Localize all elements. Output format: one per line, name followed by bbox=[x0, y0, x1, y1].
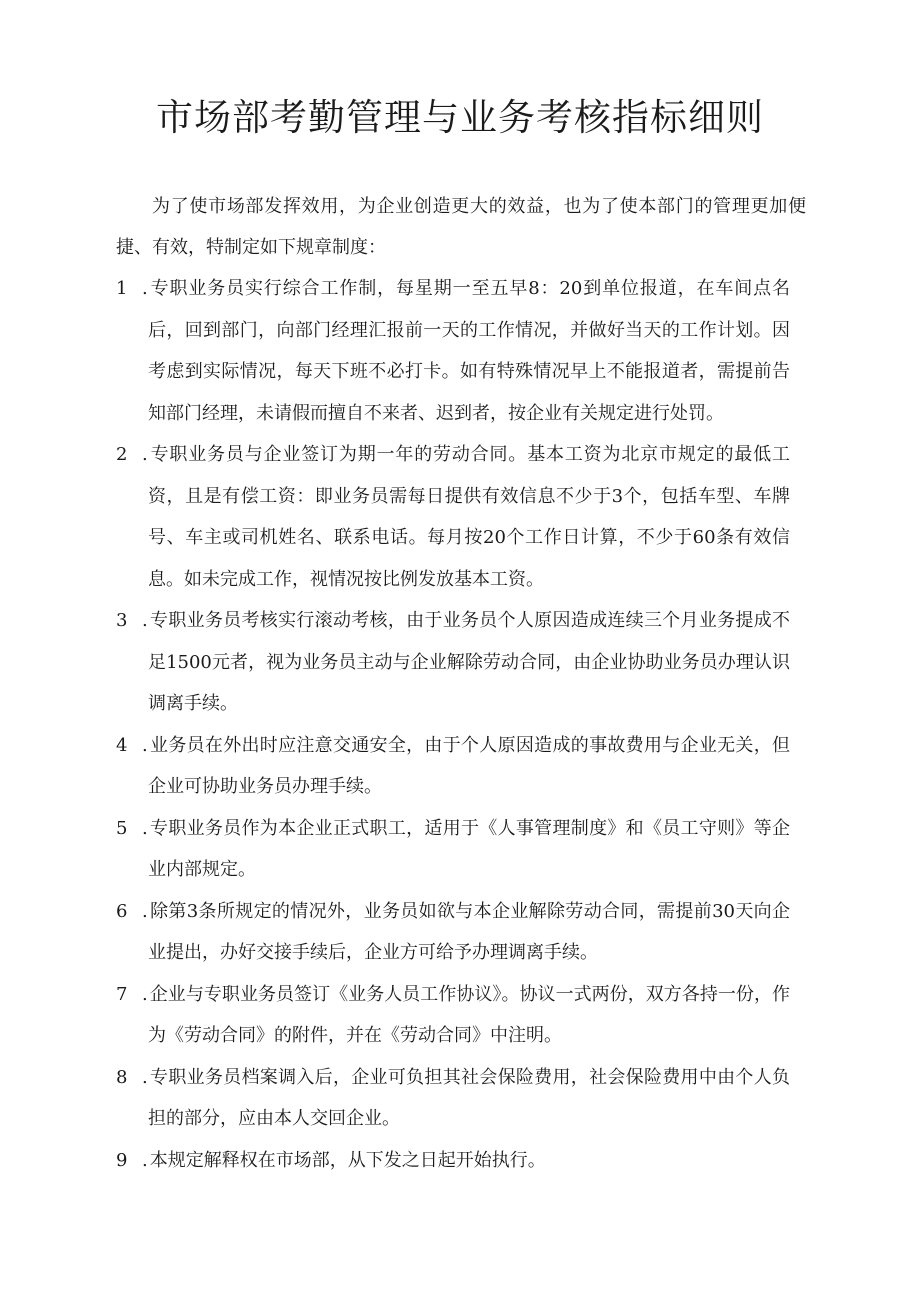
clause-text: . 专职业务员作为本企业正式职工，适用于《人事管理制度》和《员工守则》等企业内部规定。 bbox=[148, 808, 790, 891]
clause-item bbox=[0, 268, 920, 434]
clause-text: . 专职业务员考核实行滚动考核，由于业务员个人原因造成连续三个月业务提成不足1500元者，视为业务员主动与企业解除劳动合同，由企业协助业务员办理认识调离手续。 bbox=[148, 600, 790, 725]
clause-text: . 业务员在外出时应注意交通安全，由于个人原因造成的事故费用与企业无关，但企业可协助业务员办理手续。 bbox=[148, 725, 790, 808]
clause-text: . 除第3条所规定的情况外，业务员如欲与本企业解除劳动合同，需提前30天向企业提出，办好交接手续后，企业方可给予办理调离手续。 bbox=[148, 891, 790, 974]
clause-text: . 本规定解释权在市场部，从下发之日起开始执行。 bbox=[148, 1140, 790, 1182]
clause-list bbox=[0, 268, 920, 1181]
clause-item bbox=[0, 808, 920, 891]
clause-text: . 专职业务员实行综合工作制，每星期一至五早8：20到单位报道，在车间点名后，回到部门，向部门经理汇报前一天的工作情况，并做好当天的工作计划。因考虑到实际情况，每天下班不必打卡。如有特殊情况早上不能报道者，需提前告知部门经理，未请假而擅自不来者、迟到者，按企业有关规定进行处罚。 bbox=[148, 268, 790, 434]
clause-item bbox=[0, 974, 920, 1057]
clause-item bbox=[0, 1057, 920, 1140]
clause-number: 7 bbox=[116, 983, 128, 1005]
clause-text: . 专职业务员与企业签订为期一年的劳动合同。基本工资为北京市规定的最低工资，且是有偿工资：即业务员需每日提供有效信息不少于3个，包括车型、车牌号、车主或司机姓名、联系电话。每月按20个工作日计算，不少于60条有效信息。如未完成工作，视情况按比例发放基本工资。 bbox=[148, 434, 790, 600]
clause-item bbox=[0, 1140, 920, 1182]
clause-item bbox=[0, 600, 920, 725]
clause-item bbox=[0, 434, 920, 600]
document-title: 市场部考勤管理与业务考核指标细则 bbox=[156, 96, 764, 139]
clause-number: 1 bbox=[116, 278, 128, 299]
clause-number: 6 bbox=[116, 900, 128, 922]
clause-number: 2 bbox=[116, 444, 128, 465]
clause-item bbox=[0, 725, 920, 808]
clause-text: . 企业与专职业务员签订《业务人员工作协议》。协议一式两份，双方各持一份，作为《劳动合同》的附件，并在《劳动合同》中注明。 bbox=[148, 974, 790, 1057]
intro-paragraph: 为了使市场部发挥效用，为企业创造更大的效益，也为了使本部门的管理更加便捷、有效，特制定如下规章制度： bbox=[116, 196, 806, 258]
clause-number: 3 bbox=[116, 610, 128, 631]
clause-number: 5 bbox=[116, 817, 128, 839]
clause-text: . 专职业务员档案调入后，企业可负担其社会保险费用，社会保险费用中由个人负担的部分，应由本人交回企业。 bbox=[148, 1057, 790, 1140]
clause-number: 9 bbox=[116, 1149, 128, 1171]
clause-number: 8 bbox=[116, 1066, 128, 1088]
clause-number: 4 bbox=[116, 734, 128, 756]
clause-item bbox=[0, 891, 920, 974]
